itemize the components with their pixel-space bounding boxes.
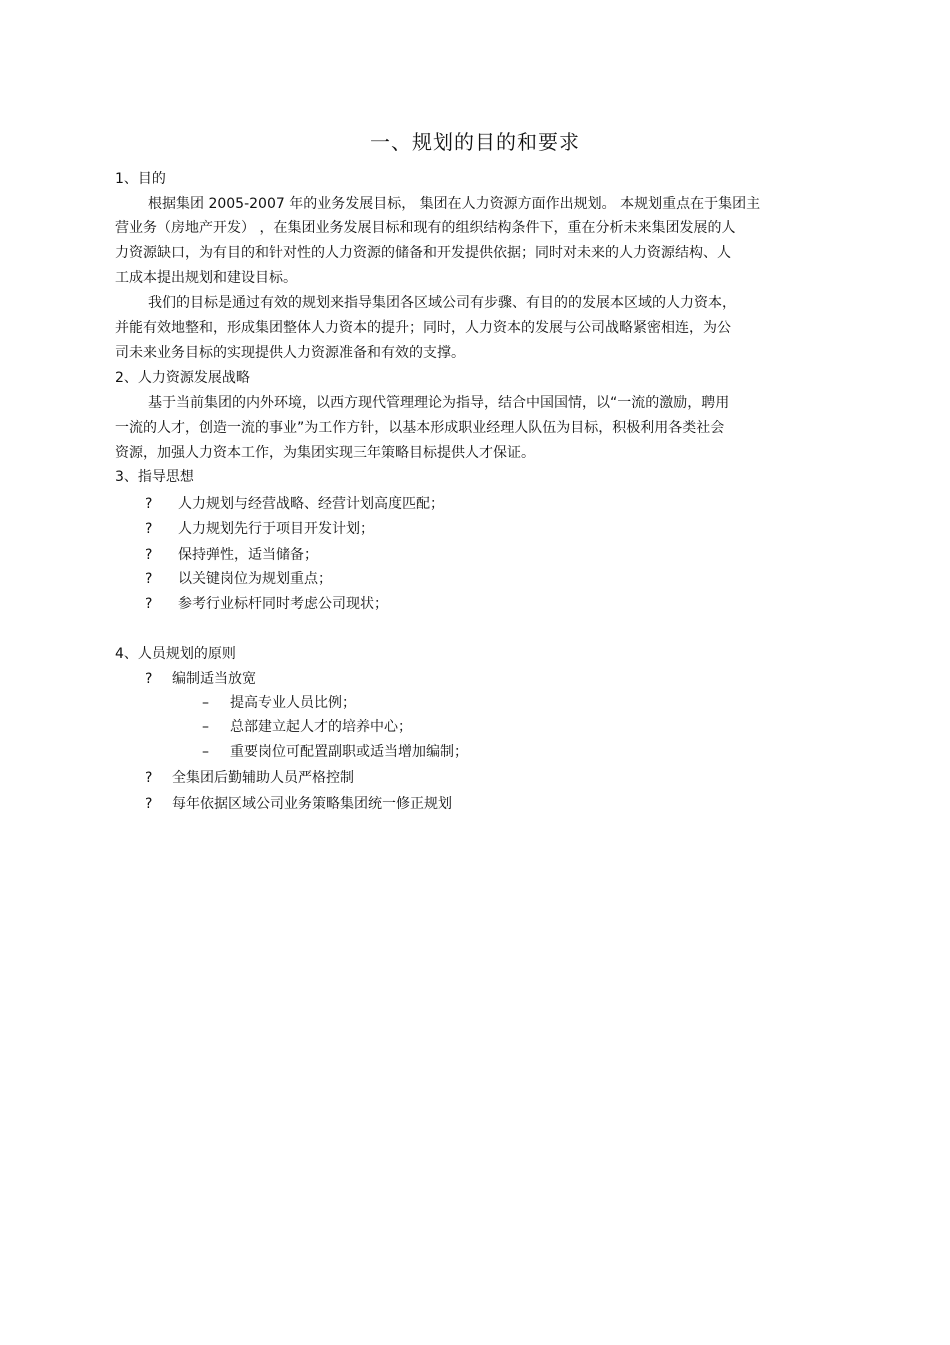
list-item: 每年依据区域公司业务策略集团统一修正规划 — [172, 796, 452, 812]
paragraph-line: 并能有效地整和，形成集团整体人力资本的提升；同时，人力资本的发展与公司战略紧密相连，为公 — [115, 320, 731, 336]
paragraph-line: 一流的人才，创造一流的事业”为工作方针，以基本形成职业经理人队伍为目标，积极利用各类社会 — [115, 420, 725, 436]
bullet-marker: ? — [145, 596, 153, 612]
paragraph-line: 司未来业务目标的实现提供人力资源准备和有效的支撑。 — [115, 345, 465, 361]
paragraph-line: 根据集团 2005-2007 年的业务发展目标， 集团在人力资源方面作出规划。 本规划重点在于集团主 — [148, 196, 761, 212]
list-item: 人力规划与经营战略、经营计划高度匹配； — [178, 496, 444, 512]
paragraph-line: 工成本提出规划和建设目标。 — [115, 270, 297, 286]
dash-marker: – — [202, 744, 209, 760]
section-1-heading: 1、目的 — [115, 171, 166, 187]
sub-list-item: 重要岗位可配置副职或适当增加编制； — [230, 744, 468, 760]
paragraph-line: 营业务（房地产开发） ，在集团业务发展目标和现有的组织结构条件下，重在分析未来集团发展的人 — [115, 220, 736, 236]
bullet-marker: ? — [145, 770, 153, 786]
bullet-marker: ? — [145, 671, 153, 687]
list-item: 参考行业标杆同时考虑公司现状； — [178, 596, 388, 612]
list-item: 以关键岗位为规划重点； — [178, 571, 332, 587]
list-item: 全集团后勤辅助人员严格控制 — [172, 770, 354, 786]
bullet-marker: ? — [145, 496, 153, 512]
list-item: 人力规划先行于项目开发计划； — [178, 521, 374, 537]
section-4-heading: 4、人员规划的原则 — [115, 646, 236, 662]
dash-marker: – — [202, 719, 209, 735]
page-title: 一、规划的目的和要求 — [370, 130, 580, 154]
sub-list-item: 提高专业人员比例； — [230, 695, 356, 711]
dash-marker: – — [202, 695, 209, 711]
section-2-heading: 2、人力资源发展战略 — [115, 370, 250, 386]
list-item: 保持弹性，适当储备； — [178, 547, 318, 563]
sub-list-item: 总部建立起人才的培养中心； — [230, 719, 412, 735]
bullet-marker: ? — [145, 796, 153, 812]
paragraph-line: 基于当前集团的内外环境，以西方现代管理理论为指导，结合中国国情，以“一流的激励，聘用 — [148, 395, 730, 411]
bullet-marker: ? — [145, 547, 153, 563]
paragraph-line: 资源，加强人力资本工作，为集团实现三年策略目标提供人才保证。 — [115, 445, 535, 461]
section-3-heading: 3、指导思想 — [115, 469, 194, 485]
paragraph-line: 我们的目标是通过有效的规划来指导集团各区域公司有步骤、有目的的发展本区域的人力资本， — [148, 295, 736, 311]
bullet-marker: ? — [145, 571, 153, 587]
paragraph-line: 力资源缺口，为有目的和针对性的人力资源的储备和开发提供依据；同时对未来的人力资源结构、人 — [115, 245, 731, 261]
bullet-marker: ? — [145, 521, 153, 537]
list-item: 编制适当放宽 — [172, 671, 256, 687]
